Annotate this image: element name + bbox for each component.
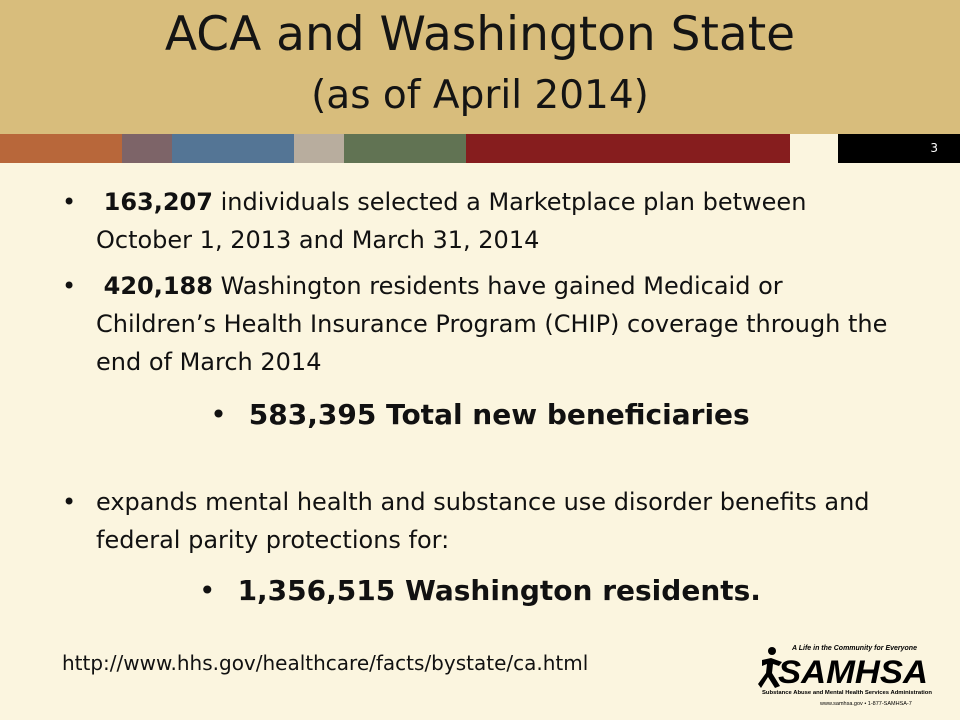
logo-name: SAMHSA: [778, 654, 928, 690]
expands-text: expands mental health and substance use disorder benefits and federal parity protections for:: [96, 488, 870, 554]
logo-contact: www.samhsa.gov • 1-877-SAMHSA-7: [820, 701, 912, 707]
bullet-medicaid: [62, 267, 892, 385]
bullet-marketplace: [62, 183, 892, 263]
stripe-green: [344, 134, 466, 163]
bullet-dot: •: [210, 398, 227, 431]
stripe-orange: [0, 134, 122, 163]
marketplace-text: individuals selected a Marketplace plan between October 1, 2013 and March 31, 2014: [96, 188, 807, 254]
logo-tagline: A Life in the Community for Everyone: [792, 645, 917, 652]
slide-title: ACA and Washington State: [164, 7, 796, 62]
bullet-dot: •: [62, 188, 77, 216]
stripe-beige: [294, 134, 344, 163]
stripe-mauve: [122, 134, 172, 163]
washington-residents: [0, 571, 960, 611]
total-beneficiaries: [0, 395, 960, 435]
stripe-red: [466, 134, 790, 163]
source-link[interactable]: http://www.hhs.gov/healthcare/facts/bystate/ca.html: [62, 651, 589, 675]
bullet-dot: •: [62, 488, 77, 516]
samhsa-logo: [758, 640, 938, 710]
bullet-dot: •: [62, 272, 77, 300]
marketplace-count: 163,207: [103, 188, 213, 216]
medicaid-count: 420,188: [103, 272, 213, 300]
bullet-expands: [62, 483, 892, 563]
stripe-blue: [172, 134, 294, 163]
slide-header: [0, 0, 960, 134]
bullet-dot: •: [199, 574, 216, 607]
page-number: 3: [838, 134, 960, 163]
logo-subtitle: Substance Abuse and Mental Health Services Administration: [762, 690, 933, 696]
residents-text: 1,356,515 Washington residents.: [237, 574, 761, 607]
medicaid-text: Washington residents have gained Medicaid or Children’s Health Insurance Program (CHIP) coverage through the end of March 2014: [96, 272, 888, 376]
slide-subtitle: (as of April 2014): [311, 73, 649, 118]
total-text: 583,395 Total new beneficiaries: [248, 398, 750, 431]
